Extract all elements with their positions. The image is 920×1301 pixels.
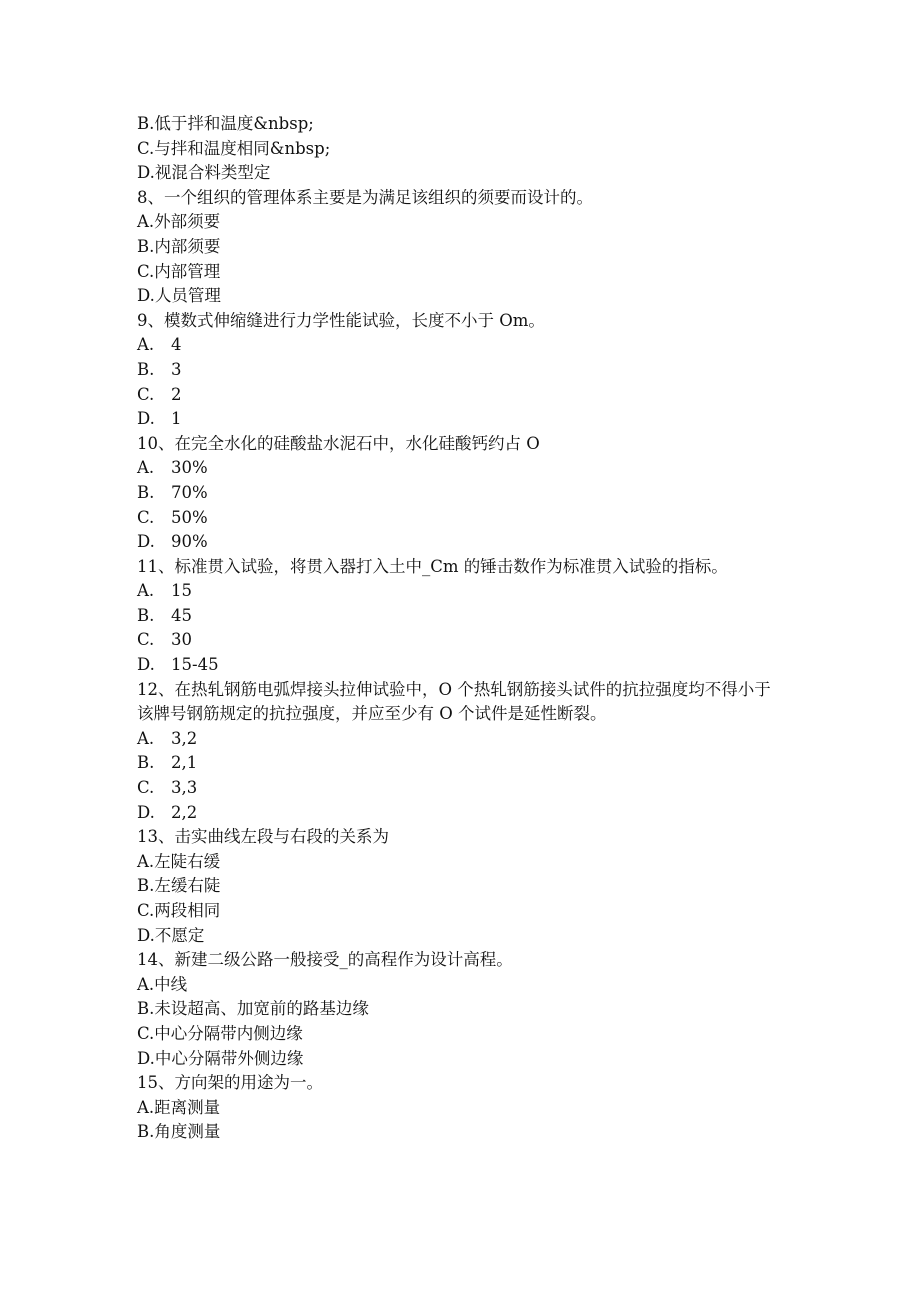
option-value: 4 <box>171 335 182 355</box>
option-text: C.两段相同 <box>137 901 221 920</box>
option-label: C. <box>137 630 155 650</box>
option-label: D. <box>137 409 155 429</box>
option-value: 1 <box>171 409 182 429</box>
option-value: 3 <box>171 359 182 379</box>
question-11: 11、标准贯入试验，将贯入器打入土中_Cm 的锤击数作为标准贯入试验的指标。 <box>137 556 728 576</box>
option-text: C.中心分隔带内侧边缘 <box>137 1023 303 1043</box>
option-value: 50% <box>171 507 208 527</box>
option-text: A.距离测量 <box>137 1097 221 1117</box>
option-text: B.左缓右陡 <box>137 876 221 896</box>
option-label: C. <box>137 507 155 527</box>
option-value: 2,2 <box>171 802 198 822</box>
option-text: A.左陡右缓 <box>137 851 221 871</box>
option-label: A. <box>137 335 155 355</box>
option-value: 3,2 <box>171 728 198 748</box>
option-text: C.与拌和温度相同&nbsp; <box>137 138 331 158</box>
option-label: B. <box>137 482 155 502</box>
option-value: 3,3 <box>171 778 198 798</box>
option-value: 70% <box>171 482 208 502</box>
option-value: 2 <box>171 384 182 404</box>
option-label: C. <box>137 778 155 798</box>
option-value: 30% <box>171 458 208 478</box>
option-text: A.中线 <box>137 974 188 994</box>
option-label: D. <box>137 655 155 675</box>
option-text: A.外部须要 <box>137 212 221 232</box>
option-text <box>137 604 787 629</box>
option-text: B.角度测量 <box>137 1122 221 1142</box>
question-8: 8、一个组织的管理体系主要是为满足该组织的须要而设计的。 <box>137 187 593 207</box>
question-12: 12、在热轧钢筋电弧焊接头拉伸试验中，O 个热轧钢筋接头试件的抗拉强度均不得小于该牌号钢筋规定的抗拉强度，并应至少有 O 个试件是延性断裂。 <box>137 679 771 724</box>
option-label: A. <box>137 581 155 601</box>
option-value: 45 <box>171 605 192 625</box>
option-text <box>137 579 787 604</box>
option-value: 2,1 <box>171 753 198 773</box>
question-14: 14、新建二级公路一般接受_的高程作为设计高程。 <box>137 950 513 970</box>
option-text: B.低于拌和温度&nbsp; <box>137 114 314 133</box>
option-text <box>137 407 787 432</box>
option-text: D.视混合料类型定 <box>137 163 271 183</box>
option-text <box>137 628 787 653</box>
option-label: D. <box>137 532 155 552</box>
option-text: D.不愿定 <box>137 925 205 945</box>
question-10: 10、在完全水化的硅酸盐水泥石中，水化硅酸钙约占 O <box>137 433 540 453</box>
option-text <box>137 776 787 801</box>
option-label: D. <box>137 802 155 822</box>
option-value: 30 <box>171 630 192 650</box>
option-text: D.中心分隔带外侧边缘 <box>137 1048 304 1068</box>
option-text <box>137 456 787 481</box>
option-text: B.未设超高、加宽前的路基边缘 <box>137 999 369 1019</box>
option-label: A. <box>137 728 155 748</box>
option-text <box>137 506 787 531</box>
question-9: 9、模数式伸缩缝进行力学性能试验，长度不小于 Om。 <box>137 310 545 330</box>
option-text <box>137 530 787 555</box>
option-label: C. <box>137 384 155 404</box>
option-text <box>137 727 787 752</box>
option-text <box>137 383 787 408</box>
question-15: 15、方向架的用途为一。 <box>137 1073 323 1093</box>
question-list <box>137 112 787 1145</box>
option-text <box>137 801 787 826</box>
option-value: 90% <box>171 532 208 552</box>
option-text <box>137 481 787 506</box>
option-label: B. <box>137 753 155 773</box>
option-label: A. <box>137 458 155 478</box>
option-text: B.内部须要 <box>137 236 221 256</box>
option-text <box>137 333 787 358</box>
option-label: B. <box>137 359 155 379</box>
option-label: B. <box>137 605 155 625</box>
option-value: 15 <box>171 581 192 601</box>
option-text: C.内部管理 <box>137 261 221 281</box>
option-text <box>137 653 787 678</box>
option-value: 15-45 <box>171 655 219 675</box>
option-text <box>137 358 787 383</box>
option-text <box>137 751 787 776</box>
option-text: D.人员管理 <box>137 286 221 306</box>
question-13: 13、击实曲线左段与右段的关系为 <box>137 827 389 847</box>
